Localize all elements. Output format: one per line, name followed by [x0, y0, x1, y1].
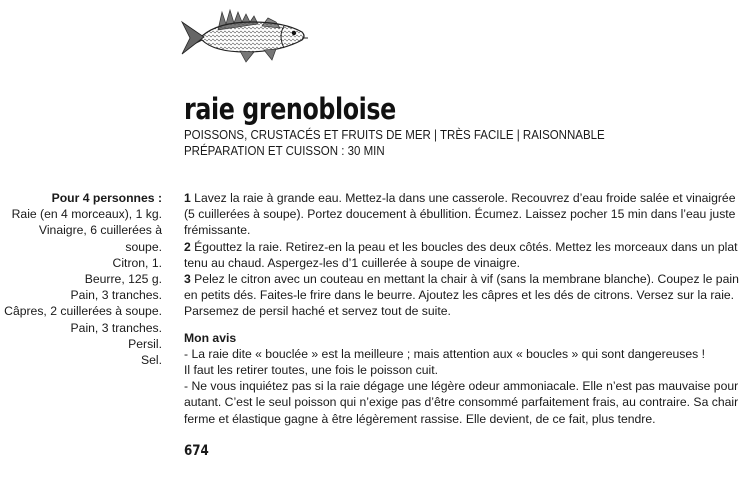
step-number: 2 — [184, 239, 191, 254]
step-text: Pelez le citron avec un couteau en mettant la chair à vif (sans la membrane blanche). Coupez le pain en petits dés. Faites-le frire dans le beurre. Ajoutez les câpres et les dés de citrons. Versez sur la raie. Parsemez de persil haché et servez tout de suite. — [184, 272, 739, 319]
recipe-meta — [184, 127, 605, 159]
ingredient-item: Pain, 3 tranches. — [70, 320, 162, 335]
recipe-categories: POISSONS, CRUSTACÉS ET FRUITS DE MER | TRÈS FACILE | RAISONNABLE — [184, 128, 605, 142]
recipe-title: raie grenobloise — [184, 92, 396, 126]
ingredient-item: Vinaigre, 6 cuillerées à soupe. — [38, 223, 162, 254]
avis-line: Il faut les retirer toutes, une fois le poisson cuit. — [184, 363, 439, 378]
fish-icon — [180, 6, 312, 68]
step-2 — [184, 239, 744, 271]
ingredients-heading: Pour 4 personnes : — [51, 191, 162, 205]
step-text: Lavez la raie à grande eau. Mettez-la dans une casserole. Recouvrez d’eau froide salée et vinaigrée (5 cuillerées à soupe). Portez doucement à ébullition. Écumez. Laissez pocher 15 min dans l’eau juste frémissante. — [184, 191, 736, 238]
ingredient-item: Pain, 3 tranches. — [70, 288, 162, 303]
step-text: Égouttez la raie. Retirez-en la peau et les boucles des deux côtés. Mettez les morceaux dans un plat tenu au chaud. Aspergez-les d’1 cuillerée à soupe de vinaigre. — [184, 239, 738, 270]
ingredient-item: Persil. — [128, 336, 162, 351]
page-number: 674 — [184, 443, 209, 459]
ingredient-item: Citron, 1. — [112, 255, 162, 270]
step-number: 3 — [184, 272, 191, 287]
avis-heading: Mon avis — [184, 330, 237, 345]
ingredient-item: Câpres, 2 cuillerées à soupe. — [4, 304, 162, 319]
step-1 — [184, 190, 744, 239]
step-3 — [184, 271, 744, 320]
avis-line: - Ne vous inquiétez pas si la raie dégage une légère odeur ammoniacale. Elle n’est pas mauvaise pour autant. C’est le seul poisson qui n’exige pas d’être consommé parfaitement frais, au contraire. Sa chair ferme et élastique gagne à être légèrement rassise. Elle devient, de ce fait, plus tendre. — [184, 379, 739, 426]
ingredients-list — [0, 190, 162, 368]
recipe-prep-time: PRÉPARATION ET CUISSON : 30 MIN — [184, 144, 385, 158]
recipe-steps — [184, 190, 744, 427]
step-number: 1 — [184, 191, 191, 205]
ingredient-item: Raie (en 4 morceaux), 1 kg. — [11, 207, 162, 222]
ingredient-item: Sel. — [140, 353, 162, 368]
ingredient-item: Beurre, 125 g. — [84, 272, 162, 287]
avis-line: - La raie dite « bouclée » est la meilleure ; mais attention aux « boucles » qui sont dangereuses ! — [184, 346, 705, 361]
